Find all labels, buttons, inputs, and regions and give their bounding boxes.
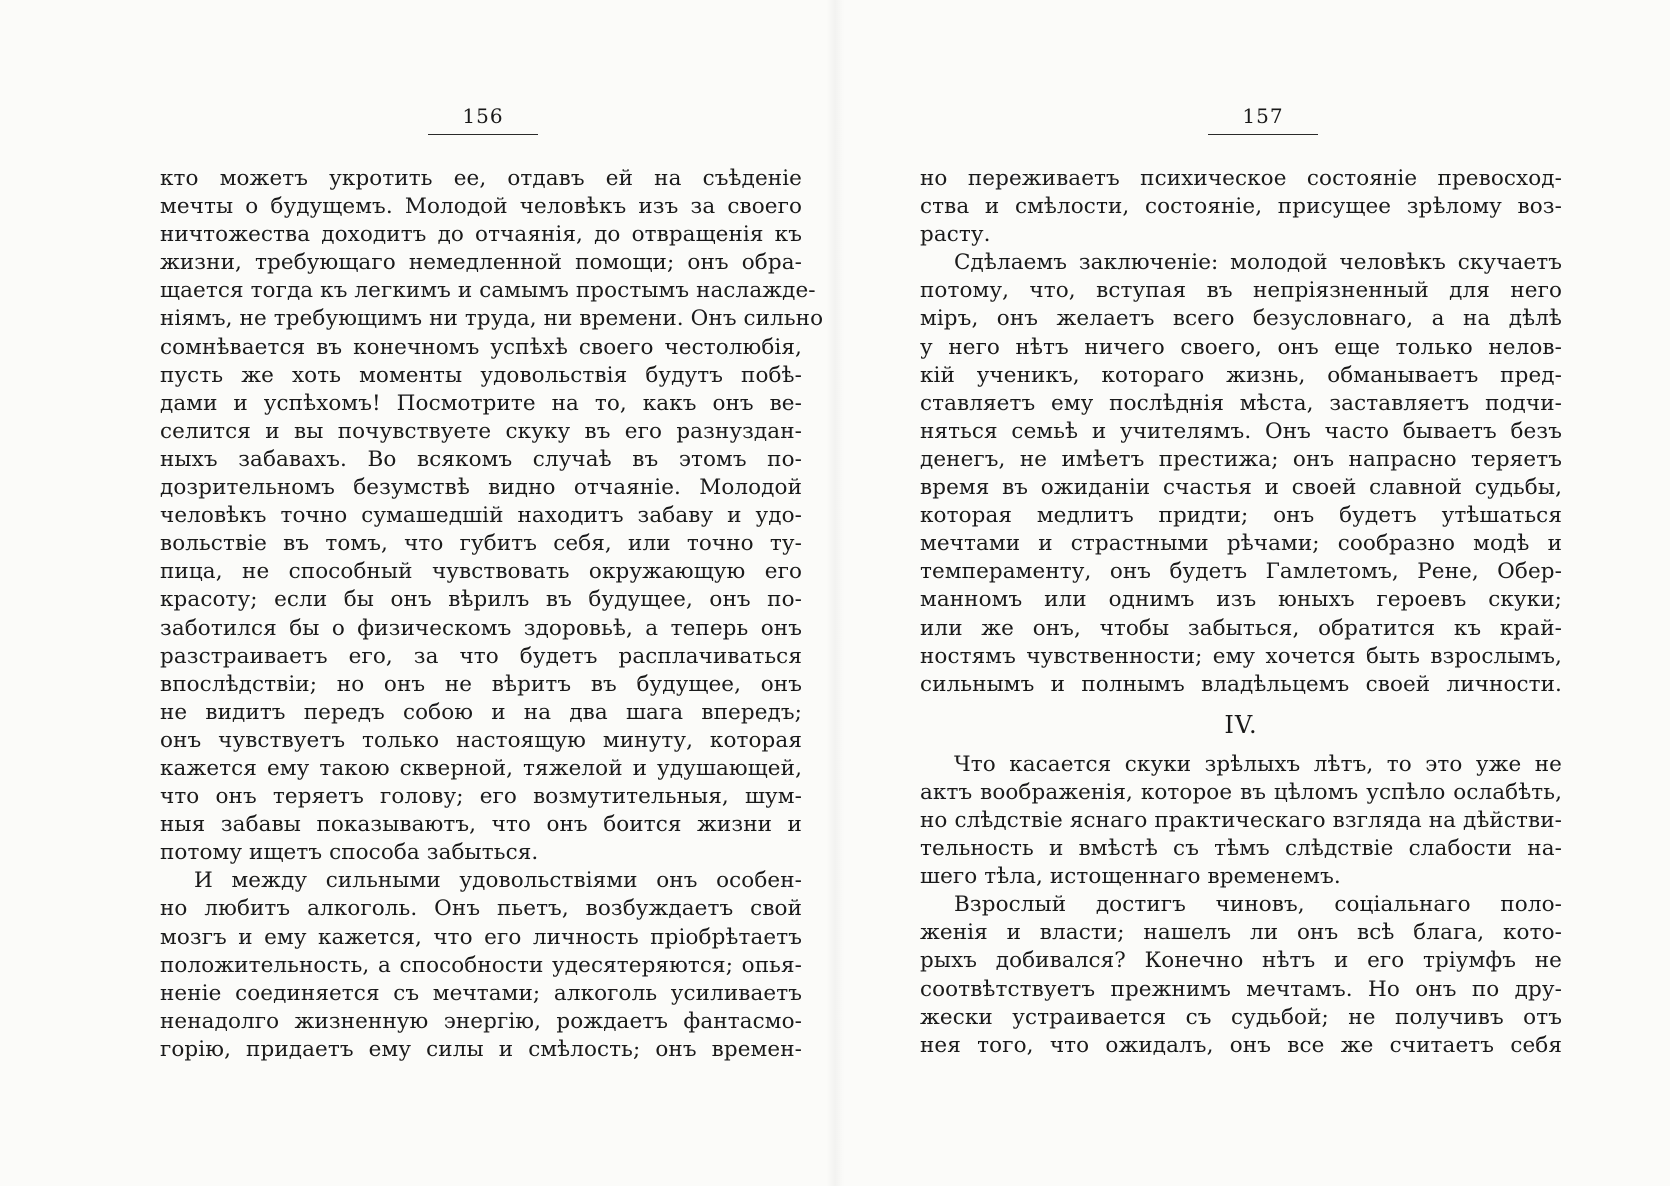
text-line: горію, придаетъ ему силы и смѣлость; онъ времен- [160, 1036, 802, 1062]
text-line: положительность, а способности удесятеряются; опья- [160, 952, 802, 978]
text-line: актъ воображенія, которое въ цѣломъ успѣло ослабѣть, [920, 779, 1562, 805]
text-line: селится и вы почувствуете скуку въ его разнуздан- [160, 418, 802, 444]
left-page-text [160, 165, 824, 1064]
text-line: сильнымъ и полнымъ владѣльцемъ своей личности. [920, 671, 1562, 697]
text-line: мечтами и страстными рѣчами; сообразно модѣ и [920, 531, 1562, 557]
text-line: ныхъ забавахъ. Во всякомъ случаѣ въ этомъ по- [160, 446, 802, 472]
text-line: вольствіе въ томъ, что губитъ себя, или точно ту- [160, 531, 802, 557]
text-line: потому, что, вступая въ непріязненный для него [920, 278, 1562, 304]
right-page-text-after-heading [920, 751, 1562, 1060]
right-page-text-before-heading [920, 165, 1562, 699]
text-line: кій ученикъ, котораго жизнь, обманываетъ пред- [920, 362, 1562, 388]
text-line: ства и смѣлости, состояніе, присущее зрѣлому воз- [920, 194, 1562, 220]
text-line: щается тогда къ легкимъ и самымъ простымъ наслажде- [160, 278, 816, 304]
text-line: нея того, что ожидалъ, онъ все же считаетъ себя [920, 1032, 1562, 1058]
left-page [160, 0, 824, 1186]
text-line: женія и власти; нашелъ ли онъ всѣ блага, кото- [920, 920, 1562, 946]
text-line: или же онъ, чтобы забыться, обратится къ край- [920, 615, 1562, 641]
text-line: Взрослый достигъ чиновъ, соціальнаго поло- [954, 892, 1562, 918]
text-line: Что касается скуки зрѣлыхъ лѣтъ, то это уже не [954, 751, 1562, 777]
text-line: онъ чувствуетъ только настоящую минуту, которая [160, 727, 802, 753]
right-page-text [920, 165, 1562, 1060]
text-line: сомнѣвается въ конечномъ успѣхѣ своего честолюбія, [160, 334, 802, 360]
text-line: манномъ или однимъ изъ юныхъ героевъ скуки; [920, 587, 1562, 613]
text-line: И между сильными удовольствіями онъ особен- [194, 868, 802, 894]
text-line: кто можетъ укротить ее, отдавъ ей на съѣденіе [160, 166, 802, 191]
section-heading: IV. [1224, 710, 1258, 739]
book-gutter [826, 0, 844, 1186]
text-line: ныя забавы показываютъ, что онъ боится жизни и [160, 812, 802, 838]
text-line: денегъ, не имѣетъ престижа; онъ напрасно теряетъ [920, 446, 1562, 472]
text-line: но переживаетъ психическое состояніе превосход- [920, 166, 1562, 191]
text-line: соотвѣтствуетъ прежнимъ мечтамъ. Но онъ по дру- [920, 976, 1562, 1002]
text-line: не видитъ передъ собою и на два шага впередъ; [160, 699, 802, 725]
text-line: неніе соединяется съ мечтами; алкоголь усиливаетъ [160, 980, 802, 1006]
text-line: дами и успѣхомъ! Посмотрите на то, какъ онъ ве- [160, 390, 802, 416]
text-line: ничтожества доходитъ до отчаянія, до отвращенія къ [160, 222, 802, 248]
text-line: ніямъ, не требующимъ ни труда, ни времени. Онъ сильно [160, 306, 824, 332]
text-line: у него нѣтъ ничего своего, онъ еще только нелов- [920, 334, 1562, 360]
text-line: человѣкъ точно сумашедшій находитъ забаву и удо- [160, 503, 802, 529]
text-line: ненадолго жизненную энергію, рождаетъ фантасмо- [160, 1008, 802, 1034]
text-line: что онъ теряетъ голову; его возмутительныя, шум- [160, 784, 802, 810]
text-line: разстраиваетъ его, за что будетъ расплачиваться [160, 643, 802, 669]
text-line: пусть же хоть моменты удовольствія будутъ побѣ- [160, 362, 802, 388]
text-line: мозгъ и ему кажется, что его личность пріобрѣтаетъ [160, 924, 802, 950]
text-line: ностямъ чувственности; ему хочется быть взрослымъ, [920, 643, 1562, 669]
text-line: красоту; если бы онъ вѣрилъ въ будущее, онъ по- [160, 587, 802, 613]
text-line: ставляетъ ему послѣднія мѣста, заставляетъ подчи- [920, 390, 1562, 416]
text-line: темпераменту, онъ будетъ Гамлетомъ, Рене, Обер- [920, 559, 1562, 585]
text-line: впослѣдствіи; но онъ не вѣритъ въ будущее, онъ [160, 671, 802, 697]
text-line: жески устраивается съ судьбой; не получивъ отъ [920, 1004, 1562, 1030]
page-number-right: 157 [1208, 104, 1318, 135]
right-page [920, 0, 1562, 1186]
text-line: дозрительномъ безумствѣ видно отчаяніе. Молодой [160, 475, 802, 501]
text-line: тельность и вмѣстѣ съ тѣмъ слѣдствіе слабости на- [920, 836, 1562, 862]
text-line: няться семьѣ и учителямъ. Онъ часто бываетъ безъ [920, 418, 1562, 444]
text-line: мечты о будущемъ. Молодой человѣкъ изъ за своего [160, 194, 802, 220]
text-line: кажется ему такою скверной, тяжелой и удушающей, [160, 755, 802, 781]
text-line: рыхъ добивался? Конечно нѣтъ и его тріумфъ не [920, 948, 1562, 974]
text-line: заботился бы о физическомъ здоровьѣ, а теперь онъ [160, 615, 802, 641]
text-line: которая медлитъ придти; онъ будетъ утѣшаться [920, 503, 1562, 529]
text-line: пица, не способный чувствовать окружающую его [160, 559, 802, 585]
text-line: но слѣдствіе яснаго практическаго взгляда на дѣйстви- [920, 807, 1562, 833]
text-line: міръ, онъ желаетъ всего безусловнаго, а на дѣлѣ [920, 306, 1562, 332]
text-line: расту. [920, 222, 991, 248]
page-number-left: 156 [428, 104, 538, 135]
text-line: но любитъ алкоголь. Онъ пьетъ, возбуждаетъ свой [160, 896, 802, 922]
text-line: время въ ожиданіи счастья и своей славной судьбы, [920, 475, 1562, 501]
text-line: потому ищетъ способа забыться. [160, 840, 539, 866]
text-line: жизни, требующаго немедленной помощи; онъ обра- [160, 250, 802, 276]
text-line: Сдѣлаемъ заключеніе: молодой человѣкъ скучаетъ [954, 250, 1562, 276]
text-line: шего тѣла, истощеннаго временемъ. [920, 864, 1341, 890]
